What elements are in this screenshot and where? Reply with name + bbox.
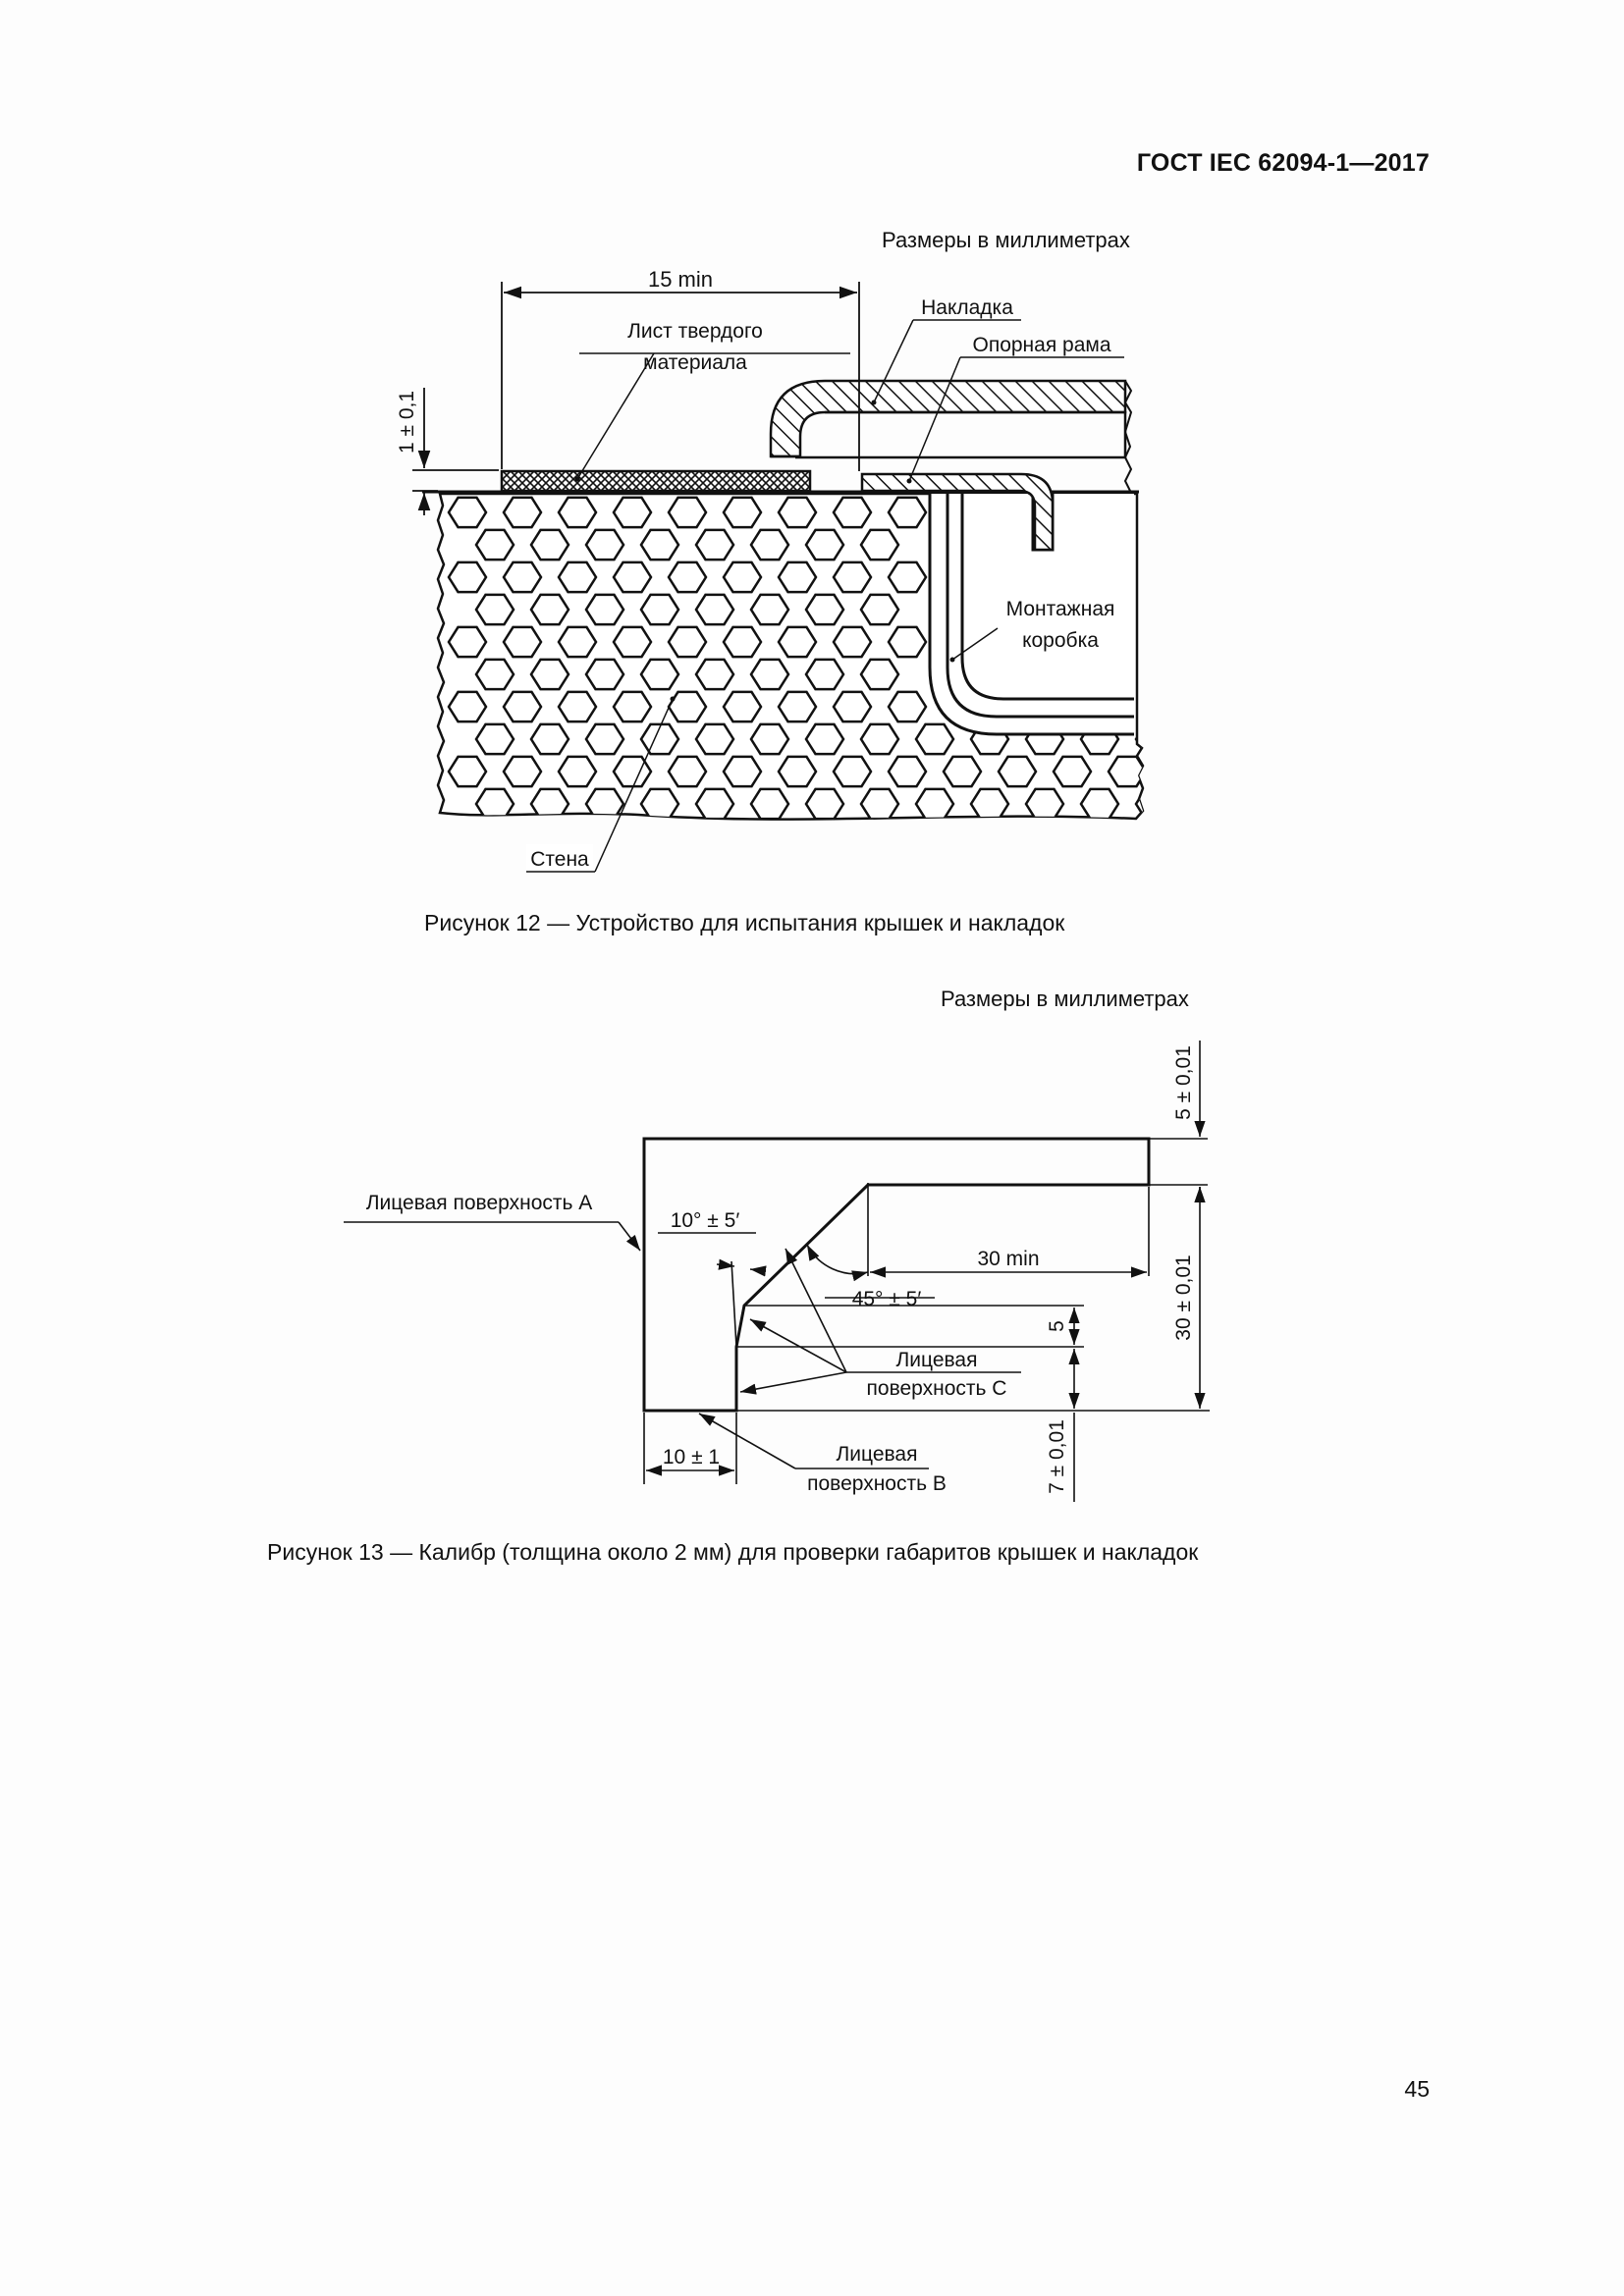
figure12-caption: Рисунок 12 — Устройство для испытания крышек и накладок <box>424 910 1065 935</box>
wall-hex-pattern <box>751 530 788 560</box>
wall-hex-pattern <box>641 854 678 883</box>
wall-hex-pattern <box>449 562 486 592</box>
wall-hex-pattern <box>696 530 733 560</box>
wall-hex-pattern <box>476 660 514 689</box>
wall-hex-pattern <box>696 595 733 624</box>
wall-hex-pattern <box>531 724 568 754</box>
figure12-label-frame: Опорная рама <box>972 334 1111 356</box>
wall-hex-pattern <box>449 692 486 721</box>
wall-hex-pattern <box>889 627 926 657</box>
wall-hex-pattern <box>779 692 816 721</box>
wall-hex-pattern <box>806 660 843 689</box>
wall-hex-pattern <box>834 692 871 721</box>
wall-hex-pattern <box>586 595 623 624</box>
wall-hex-pattern <box>669 757 706 786</box>
wall-hex-pattern <box>669 822 706 851</box>
wall-hex-pattern <box>971 854 1008 883</box>
wall-hex-pattern <box>1191 854 1228 883</box>
figure12-dim-thickness-label: 1 ± 0,1 <box>396 390 418 454</box>
wall-hex-pattern <box>504 627 541 657</box>
wall-hex-pattern <box>834 757 871 786</box>
wall-hex-pattern <box>779 822 816 851</box>
wall-hex-pattern <box>449 627 486 657</box>
wall-hex-pattern <box>559 757 596 786</box>
figure13-caption: Рисунок 13 — Калибр (толщина около 2 мм) для проверки габаритов крышек и накладок <box>267 1539 1199 1565</box>
wall-hex-pattern <box>586 660 623 689</box>
wall-hex-pattern <box>861 789 898 819</box>
figure13-dim-30min: 30 min <box>977 1248 1040 1270</box>
wall-hex-pattern <box>1109 822 1146 851</box>
figure13-dim-30-tol: 30 ± 0,01 <box>1172 1255 1195 1341</box>
wall-hex-pattern <box>944 757 981 786</box>
wall-hex-pattern <box>504 498 541 527</box>
wall-hex-pattern <box>1081 789 1118 819</box>
wall-hex-pattern <box>889 757 926 786</box>
wall-hex-pattern <box>614 822 651 851</box>
figure12-label-cover: Накладка <box>921 296 1013 319</box>
wall-hex-pattern <box>696 724 733 754</box>
wall-hex-pattern <box>614 562 651 592</box>
wall-hex-pattern <box>1164 757 1201 786</box>
wall-hex-pattern <box>806 530 843 560</box>
wall-hex-pattern <box>641 530 678 560</box>
figure13-dim-10: 10 ± 1 <box>662 1446 721 1468</box>
wall-hex-pattern <box>669 627 706 657</box>
figure12-label-box-line2: коробка <box>1022 629 1099 652</box>
wall-hex-pattern <box>559 562 596 592</box>
wall-hex-pattern <box>724 562 761 592</box>
figure12-units-note: Размеры в миллиметрах <box>882 228 1130 252</box>
wall-hex-pattern <box>559 498 596 527</box>
figure13-dim-5-tol: 5 ± 0,01 <box>1172 1045 1195 1120</box>
wall-hex-pattern <box>476 854 514 883</box>
wall-hex-pattern <box>779 498 816 527</box>
figure12-cover <box>771 381 1125 456</box>
wall-hex-pattern <box>641 595 678 624</box>
figure13-label-face-a: Лицевая поверхность А <box>365 1192 593 1214</box>
wall-hex-pattern <box>999 757 1036 786</box>
figure12-label-box-line1: Монтажная <box>1005 598 1115 620</box>
figure13-angle-45: 45° ± 5′ <box>851 1288 922 1310</box>
wall-hex-pattern <box>889 692 926 721</box>
wall-hex-pattern <box>531 530 568 560</box>
wall-hex-pattern <box>1054 757 1091 786</box>
wall-hex-pattern <box>861 854 898 883</box>
wall-hex-pattern <box>751 854 788 883</box>
wall-hex-pattern <box>504 692 541 721</box>
wall-hex-pattern <box>1191 789 1228 819</box>
wall-hex-pattern <box>531 660 568 689</box>
figure12-dim-15min <box>502 282 859 471</box>
wall-hex-pattern <box>641 660 678 689</box>
wall-hex-pattern <box>476 530 514 560</box>
wall-hex-pattern <box>614 498 651 527</box>
wall-hex-pattern <box>449 822 486 851</box>
wall-hex-pattern <box>806 789 843 819</box>
wall-hex-pattern <box>614 692 651 721</box>
wall-hex-pattern <box>889 562 926 592</box>
wall-hex-pattern <box>751 724 788 754</box>
wall-hex-pattern <box>806 724 843 754</box>
wall-hex-pattern <box>916 854 953 883</box>
wall-hex-pattern <box>724 692 761 721</box>
wall-hex-pattern <box>1026 854 1063 883</box>
figure13-label-face-c-line1: Лицевая <box>895 1349 978 1371</box>
wall-hex-pattern <box>861 724 898 754</box>
wall-hex-pattern <box>944 822 981 851</box>
wall-hex-pattern <box>669 562 706 592</box>
wall-hex-pattern <box>999 822 1036 851</box>
wall-hex-pattern <box>861 660 898 689</box>
wall-hex-pattern <box>779 757 816 786</box>
wall-hex-pattern <box>861 530 898 560</box>
wall-hex-pattern <box>834 562 871 592</box>
wall-hex-pattern <box>1026 789 1063 819</box>
wall-hex-pattern <box>696 789 733 819</box>
wall-hex-pattern <box>724 498 761 527</box>
wall-hex-pattern <box>696 660 733 689</box>
wall-hex-pattern <box>559 692 596 721</box>
wall-hex-pattern <box>724 822 761 851</box>
wall-hex-pattern <box>751 595 788 624</box>
wall-hex-pattern <box>476 595 514 624</box>
wall-hex-pattern <box>1164 822 1201 851</box>
document-header: ГОСТ IEC 62094-1—2017 <box>1136 149 1430 177</box>
wall-hex-pattern <box>724 627 761 657</box>
figure12-label-sheet-line2: материала <box>643 351 747 374</box>
wall-hex-pattern <box>559 627 596 657</box>
figure13-label-face-c-line2: поверхность С <box>866 1377 1007 1400</box>
page-number: 45 <box>1404 2076 1430 2102</box>
wall-hex-pattern <box>779 627 816 657</box>
wall-hex-pattern <box>1191 724 1228 754</box>
wall-hex-pattern <box>1081 854 1118 883</box>
wall-hex-pattern <box>476 724 514 754</box>
wall-hex-pattern <box>586 724 623 754</box>
figure12-label-wall: Стена <box>530 848 589 871</box>
figure13-dim-7-tol: 7 ± 0,01 <box>1046 1419 1068 1494</box>
wall-hex-pattern <box>971 789 1008 819</box>
wall-hex-pattern <box>751 660 788 689</box>
figure13-dimensions <box>644 1041 1210 1502</box>
figure13-label-face-b-line1: Лицевая <box>836 1443 918 1466</box>
wall-hex-pattern <box>696 854 733 883</box>
wall-hex-pattern <box>1054 822 1091 851</box>
wall-hex-pattern <box>751 789 788 819</box>
wall-hex-pattern <box>449 757 486 786</box>
wall-hex-pattern <box>504 562 541 592</box>
wall-hex-pattern <box>806 595 843 624</box>
wall-hex-pattern <box>806 854 843 883</box>
figure13-angle-10: 10° ± 5′ <box>670 1209 740 1232</box>
wall-hex-pattern <box>916 789 953 819</box>
wall-hex-pattern <box>641 789 678 819</box>
wall-hex-pattern <box>669 692 706 721</box>
wall-hex-pattern <box>889 822 926 851</box>
wall-hex-pattern <box>834 498 871 527</box>
figure12-dim-15min-label: 15 min <box>647 267 714 292</box>
wall-hex-pattern <box>504 757 541 786</box>
wall-hex-pattern <box>669 498 706 527</box>
wall-hex-pattern <box>449 498 486 527</box>
wall-hex-pattern <box>861 595 898 624</box>
figure13-units-note: Размеры в миллиметрах <box>941 987 1189 1011</box>
wall-hex-pattern <box>834 627 871 657</box>
wall-hex-pattern <box>916 724 953 754</box>
figure13-label-face-b-line2: поверхность В <box>807 1472 947 1495</box>
wall-hex-pattern <box>724 757 761 786</box>
wall-hex-pattern <box>889 498 926 527</box>
wall-hex-pattern <box>476 789 514 819</box>
figure12-label-sheet-line1: Лист твердого <box>627 320 763 343</box>
wall-hex-pattern <box>614 627 651 657</box>
figure12-sheet <box>502 471 810 491</box>
wall-hex-pattern <box>531 595 568 624</box>
figure13-dim-5: 5 <box>1046 1320 1068 1332</box>
wall-hex-pattern <box>834 822 871 851</box>
wall-hex-pattern <box>779 562 816 592</box>
wall-hex-pattern <box>1136 854 1173 883</box>
wall-hex-pattern <box>586 530 623 560</box>
